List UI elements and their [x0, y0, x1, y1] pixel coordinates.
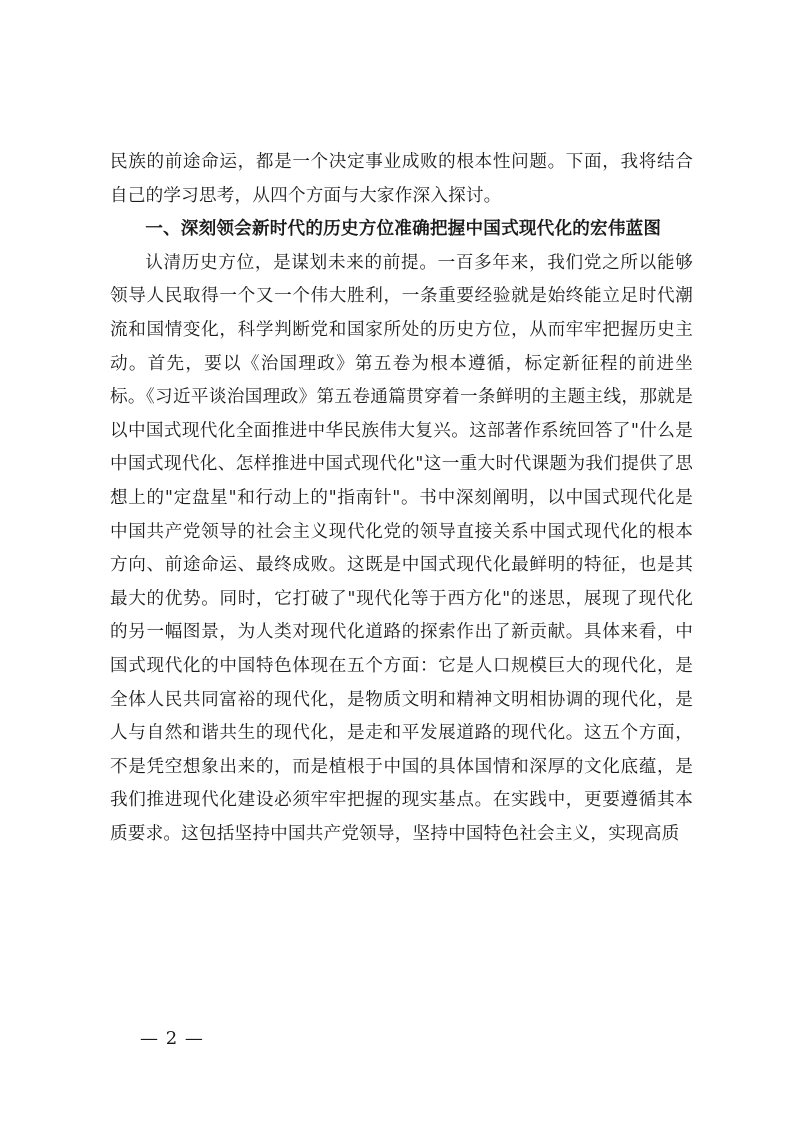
page-number: — 2 — — [140, 1028, 204, 1049]
section-heading: 一、深刻领会新时代的历史方位准确把握中国式现代化的宏伟蓝图 — [145, 219, 662, 240]
document-body — [110, 146, 693, 851]
paragraph-continuation: 民族的前途命运，都是一个决定事业成败的根本性问题。下面，我将结合自己的学习思考，从四个方面与大家作深入探讨。 — [110, 152, 693, 206]
paragraph-body: 认清历史方位，是谋划未来的前提。一百多年来，我们党之所以能够领导人民取得一个又一个伟大胜利，一条重要经验就是始终能立足时代潮流和国情变化，科学判断党和国家所处的历史方位，从而牢牢把握历史主动。首先，要以《治国理政》第五卷为根本遵循，标定新征程的前进坐标。《习近平谈治国理政》第五卷通篇贯穿着一条鲜明的主题主线，那就是以中国式现代化全面推进中华民族伟大复兴。这部著作系统回答了"什么是中国式现代化、怎样推进中国式现代化"这一重大时代课题为我们提供了思想上的"定盘星"和行动上的"指南针"。书中深刻阐明，以中国式现代化是中国共产党领导的社会主义现代化党的领导直接关系中国式现代化的根本方向、前途命运、最终成败。这既是中国式现代化最鲜明的特征，也是其最大的优势。同时，它打破了"现代化等于西方化"的迷思，展现了现代化的另一幅图景，为人类对现代化道路的探索作出了新贡献。具体来看，中国式现代化的中国特色体现在五个方面：它是人口规模巨大的现代化，是全体人民共同富裕的现代化，是物质文明和精神文明相协调的现代化，是人与自然和谐共生的现代化，是走和平发展道路的现代化。这五个方面，不是凭空想象出来的，而是植根于中国的具体国情和深厚的文化底蕴，是我们推进现代化建设必须牢牢把握的现实基点。在实践中，更要遵循其本质要求。这包括坚持中国共产党领导，坚持中国特色社会主义，实现高质 — [110, 252, 693, 844]
